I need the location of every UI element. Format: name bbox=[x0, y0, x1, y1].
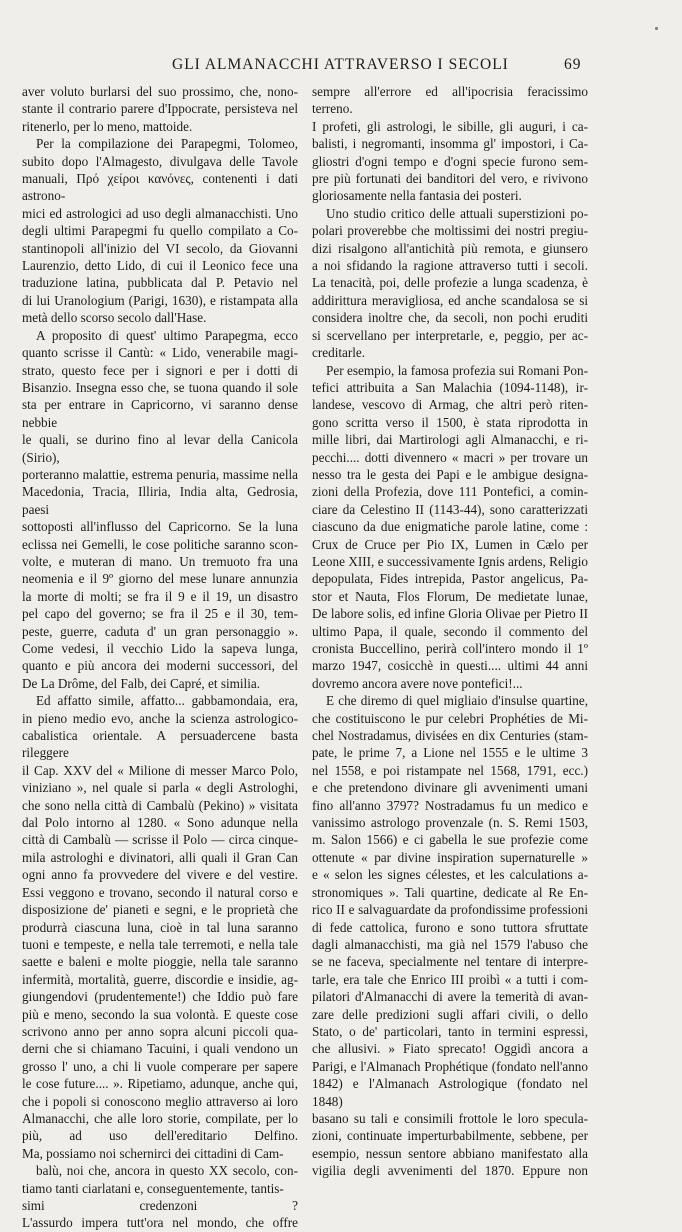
right-column-line: mille libri, dai Martirologi agli Almanacchi, e ri- bbox=[312, 432, 588, 448]
right-column-line: La tenacità, poi, delle profezie a lunga scadenza, è bbox=[312, 275, 588, 291]
right-column-line: che costituiscono le pur celebri Prophéties de Mi- bbox=[312, 710, 588, 726]
left-column-line: traduzione latina, pubblicata dal P. Petavio nel bbox=[22, 275, 298, 291]
right-column-line: creditarle. bbox=[312, 345, 366, 361]
left-column-line: le cose future.... ». Ripetiamo, adunque, anche qui, bbox=[22, 1076, 298, 1092]
right-column-line: e « selon les signes célestes, et les calculations a- bbox=[312, 867, 588, 883]
left-column-line: che i popoli si conoscono meglio attraverso ai loro bbox=[22, 1093, 298, 1109]
right-column-line: Parigi, e l'Almanach Prophétique (fondato nell'anno bbox=[312, 1058, 588, 1074]
right-column-line: marzo 1947, cosicchè in questi.... ultimi 44 anni bbox=[312, 658, 588, 674]
right-column-line: stronomiques ». Tali quartine, dedicate al Re En- bbox=[312, 884, 588, 900]
right-column-line: depopulata, Fides intrepida, Pastor angelicus, Pa- bbox=[312, 571, 588, 587]
right-column-line: gono scritta verso il 1500, è stata riprodotta in bbox=[312, 414, 588, 430]
paper-speck bbox=[655, 27, 658, 30]
left-column-line: mici ed astrologici ad uso degli almanacchisti. Uno bbox=[22, 205, 298, 221]
right-column-line: ciare da Celestino II (1143-44), sono caratterizzati bbox=[312, 501, 588, 517]
left-column-line: peste, guerre, caduta d' un gran personaggio ». bbox=[22, 623, 298, 639]
left-column-line: sta per entrare in Capricorno, vi saranno dense nebbie bbox=[22, 397, 298, 430]
left-column-line: più e meno, secondo la sua volontà. E queste cose bbox=[22, 1006, 298, 1022]
left-column-line: viniziano », nel quale si parla « degli Astrologhi, bbox=[22, 780, 298, 796]
right-column-line: nesso tra le gesta dei Papi e le ambigue designa- bbox=[312, 466, 588, 482]
left-column-line: Macedonia, Tracia, Illiria, India alta, Gedrosia, paesi bbox=[22, 484, 298, 517]
left-column-line: giungendovi (prudentemente!) che Iddio può fare bbox=[22, 989, 298, 1005]
left-column-line: Come vedesi, il vecchio Lido la sapeva lunga, bbox=[22, 641, 298, 656]
right-column-line: pilatori d'Almanacchi di avere la temerità di avan- bbox=[312, 989, 588, 1005]
left-column-line: degli ultimi Parapegmi fu quello compilato a Co- bbox=[22, 223, 298, 239]
page-number: 69 bbox=[564, 56, 582, 73]
right-column-line: balisti, i negromanti, insomma gl' impostori, i Ca- bbox=[312, 136, 588, 152]
left-column-line: Almanacchi, che alle loro storie, compilate, per lo bbox=[22, 1110, 298, 1126]
left-column-line: Bisanzio. Insegna esso che, se tuona quando il sole bbox=[22, 379, 298, 395]
right-column-line: pecchi.... dotti divennero « macri » per trovare un bbox=[312, 449, 588, 465]
left-column-line: Laurenzio, detto Lido, di cui il Leonico fece una bbox=[22, 258, 298, 274]
left-column-line: mila astrologhi e divinatori, alli quali il Gran Can bbox=[22, 849, 298, 865]
right-column-line: landese, vescovo di Armag, che altri però riten- bbox=[312, 397, 588, 413]
right-column-line: rico II e salvaguardate da profondissime professioni bbox=[312, 902, 588, 918]
left-column-line: subito dopo l'Almagesto, divulgava delle Tavole bbox=[22, 153, 298, 169]
left-column-line: tiamo tanti ciarlatani e, conseguentemente, tantis- bbox=[22, 1180, 284, 1196]
left-column-line: città di Cambalù — scrisse il Polo — circa cinque- bbox=[22, 832, 298, 848]
left-column-line: ritenerlo, per lo meno, mattoide. bbox=[22, 118, 193, 134]
right-column-line: ottenute « par divine inspiration supernaturelle » bbox=[312, 849, 588, 865]
running-title: GLI ALMANACCHI ATTRAVERSO I SECOLI bbox=[172, 56, 509, 73]
left-column-line: Ma, possiamo noi schernirci dei cittadini di Cam- bbox=[22, 1145, 284, 1161]
right-column-line: che allusivi. » Fiato sprecato! Oggidì ancora a bbox=[312, 1041, 588, 1057]
right-column-line: zare delle predizioni sugli affari civili, o dello bbox=[312, 1006, 588, 1022]
left-column-line: stantinopoli all'inizio del VI secolo, da Giovanni bbox=[22, 240, 298, 256]
left-column-line: di lui Uranologium (Parigi, 1630), e ristampata alla bbox=[22, 292, 298, 308]
left-column-line: le quali, se durino fino al levar della Canicola (Sirio), bbox=[22, 432, 298, 465]
right-column-line: vanissimo astrologo provenzale (n. S. Remi 1503, bbox=[312, 815, 588, 831]
left-column-line: balù, noi che, ancora in questo XX secolo, con- bbox=[36, 1163, 298, 1179]
left-column-line: De La Drôme, del Falb, dei Capré, et similia. bbox=[22, 675, 261, 691]
right-column bbox=[312, 83, 588, 1180]
left-column-line: cabalistica orientale. A persuadercene basta rileggere bbox=[22, 728, 298, 761]
right-column-line: I profeti, gli astrologi, le sibille, gli auguri, i ca- bbox=[312, 118, 588, 134]
left-column-line: più, ad uso dell'ereditario Delfino. bbox=[22, 1128, 298, 1144]
right-column-line: polari proverebbe che moltissimi dei nostri pregiu- bbox=[312, 223, 588, 239]
right-column-line: nel 1558, e poi ristampate nel 1568, 1791, ecc.) bbox=[312, 762, 588, 778]
left-column-line: la morte di molti; se fra il 9 e il 19, un disastro bbox=[22, 588, 298, 604]
left-column-line: quanto e più ancora dei moderni successori, del bbox=[22, 658, 298, 674]
left-column-line: neomenia e il 9º giorno del mese lunare annunzia bbox=[22, 571, 298, 587]
right-column-line: dizi risalgono all'antichità più remota, e giunsero bbox=[312, 240, 588, 256]
right-column-line: se ne faceva, specialmente nel tentare di interpre- bbox=[312, 954, 588, 970]
left-column-line: tuoni e tempeste, e nella tale terremoti, e nella tale bbox=[22, 936, 298, 952]
left-column-line: eclissa nei Gemelli, le cose politiche saranno scon- bbox=[22, 536, 298, 552]
left-column-line: Per la compilazione dei Parapegmi, Tolomeo, bbox=[36, 136, 298, 152]
left-column-line: volte, e muteran di mano. Un tremuoto fra una bbox=[22, 553, 298, 569]
right-column-line: vigilia degli avvenimenti del 1870. Eppure non bbox=[312, 1163, 588, 1179]
left-column-line: derni che si chiamano Tacuini, i quali vendono un bbox=[22, 1041, 298, 1057]
right-column-line: m. Salon 1566) e ci gabella le sue profezie come bbox=[312, 832, 588, 848]
right-column-line: Crux de Cruce per Pio IX, Lumen in Cælo per bbox=[312, 536, 588, 552]
left-column-line: simi credenzoni ? bbox=[22, 1198, 298, 1213]
left-column-line: scrivono anno per anno sopra alcuni piccoli qua- bbox=[22, 1023, 298, 1039]
left-column-line: Ed affatto simile, affatto... gabbamondaia, era, bbox=[36, 693, 298, 709]
left-column-line: L'assurdo impera tutt'ora nel mondo, che offre bbox=[22, 1215, 298, 1231]
left-column bbox=[22, 83, 298, 1232]
right-column-line: Stato, o de' particolari, tanto in termini espressi, bbox=[312, 1023, 588, 1039]
right-column-line: ultimo Papa, il quale, secondo il commento del bbox=[312, 623, 588, 639]
left-column-line: Essi veggono e trovano, secondo il natural corso e bbox=[22, 884, 298, 900]
left-column-line: dal Polo intorno al 1280. « Sono adunque nella bbox=[22, 815, 298, 831]
right-column-line: pate, le prime 7, a Lione nel 1555 e le ultime 3 bbox=[312, 745, 588, 761]
left-column-line: A proposito di quest' ultimo Parapegma, ecco bbox=[36, 327, 298, 343]
right-column-line: a noi sfidando la ragione attraverso tutti i secoli. bbox=[312, 258, 588, 274]
right-column-line: di fede cattolica, furono e sono tuttora sfruttate bbox=[312, 919, 588, 935]
left-column-line: metà dello scorso secolo dall'Hase. bbox=[22, 310, 207, 326]
right-column-line: dovremo ancora avere nove pontefici!... bbox=[312, 675, 523, 691]
left-column-line: quanto scrisse il Cantù: « Lido, venerabile magi- bbox=[22, 345, 298, 361]
right-column-line: stor et Nauta, Flos Florum, De medietate lunae, bbox=[312, 588, 588, 604]
right-column-line: zioni, continuate imperturbabilmente, sebbene, per bbox=[312, 1128, 588, 1144]
right-column-line: ciascuno da due enigmatiche parole latine, come : bbox=[312, 519, 588, 535]
left-column-line: grosso l' uno, a chi li vuole comperare per sapere bbox=[22, 1058, 298, 1074]
left-column-line: manuali, Πρό χείροι κανόνες, contenenti i dati astrono- bbox=[22, 171, 298, 204]
right-column-line: dagli almanacchisti, ma già nel 1579 l'abuso che bbox=[312, 936, 588, 952]
right-column-line: fino all'anno 3797? Nostradamus fu un medico e bbox=[312, 797, 588, 813]
right-column-line: tarle, era tale che Enrico III proibì « a tutti i com- bbox=[312, 971, 588, 987]
left-column-line: ogni anno fa provvedere del vivere e del vestire. bbox=[22, 867, 298, 883]
left-column-line: infermità, mortalità, guerre, discordie e insidie, ag- bbox=[22, 971, 298, 987]
right-column-line: gloriosamente nella fantasia dei posteri. bbox=[312, 188, 522, 204]
right-column-line: 1842) e l'Almanach Astrologique (fondato nel 1848) bbox=[312, 1076, 588, 1109]
left-column-line: il Cap. XXV del « Milione di messer Marco Polo, bbox=[22, 762, 298, 778]
right-column-line: si scervellano per interpretarle, e, peggio, per ac- bbox=[312, 327, 588, 343]
right-column-line: basano su tali e consimili frottole le loro specula- bbox=[312, 1110, 588, 1126]
right-column-line: esempio, nessun sentore abbiano manifestato alla bbox=[312, 1145, 588, 1161]
right-column-line: sempre all'errore ed all'ipocrisia feracissimo terreno. bbox=[312, 84, 588, 117]
right-column-line: gliostri d'ogni tempo e d'ogni specie furono sem- bbox=[312, 153, 588, 169]
left-column-line: produrrà ciascuna luna, cioè in tal luna saranno bbox=[22, 919, 298, 935]
left-column-line: saette e baleni e molte pioggie, nella tale saranno bbox=[22, 954, 298, 970]
left-column-line: che sono nella città di Cambalù (Pekino) » visitata bbox=[22, 797, 298, 813]
left-column-line: strato, questo fece per i signori e per i dotti di bbox=[22, 362, 298, 378]
left-column-line: disposizione de' pianeti e segni, e le proprietà che bbox=[22, 902, 298, 918]
right-column-line: addirittura meravigliosa, ed anche scandalosa se si bbox=[312, 292, 588, 308]
right-column-line: chel Nostradamus, divisées en dix Centuries (stam- bbox=[312, 728, 588, 744]
right-column-line: Per esempio, la famosa profezia sui Romani Pon- bbox=[326, 362, 588, 378]
right-column-line: pre più fortunati dei banditori del vero, e rivivono bbox=[312, 171, 588, 187]
right-column-line: Leone XIII, e successivamente Ignis ardens, Religio bbox=[312, 553, 588, 569]
left-column-line: stante il contrario parere d'Ippocrate, persisteva nel bbox=[22, 101, 298, 117]
right-column-line: Uno studio critico delle attuali superstizioni po- bbox=[326, 205, 588, 221]
left-column-line: porteranno malattie, estrema penuria, massime nella bbox=[22, 466, 298, 482]
right-column-line: tefici attribuita a San Malachia (1094-1148), ir- bbox=[312, 379, 588, 395]
left-column-line: aver voluto burlarsi del suo prossimo, che, nono- bbox=[22, 84, 298, 99]
right-column-line: considera inoltre che, da secoli, non pochi eruditi bbox=[312, 310, 588, 326]
left-column-line: in pieno medio evo, anche la scienza astrologico- bbox=[22, 710, 298, 726]
right-column-line: E che diremo di quel migliaio d'insulse quartine, bbox=[326, 693, 588, 709]
right-column-line: cronista Buccellino, perirà coll'intero mondo il 1º bbox=[312, 641, 588, 656]
left-column-line: sottoposti all'influsso del Capricorno. Se la luna bbox=[22, 519, 298, 535]
right-column-line: zioni della Profezia, dove 111 Pontefici, a comin- bbox=[312, 484, 588, 500]
right-column-line: De labore solis, ed infine Gloria Olivae per Pietro II bbox=[312, 606, 588, 622]
left-column-line: pel capo del governo; se fra il 25 e il 30, tem- bbox=[22, 606, 298, 622]
right-column-line: e che pretendono divinare gli avvenimenti umani bbox=[312, 780, 588, 796]
